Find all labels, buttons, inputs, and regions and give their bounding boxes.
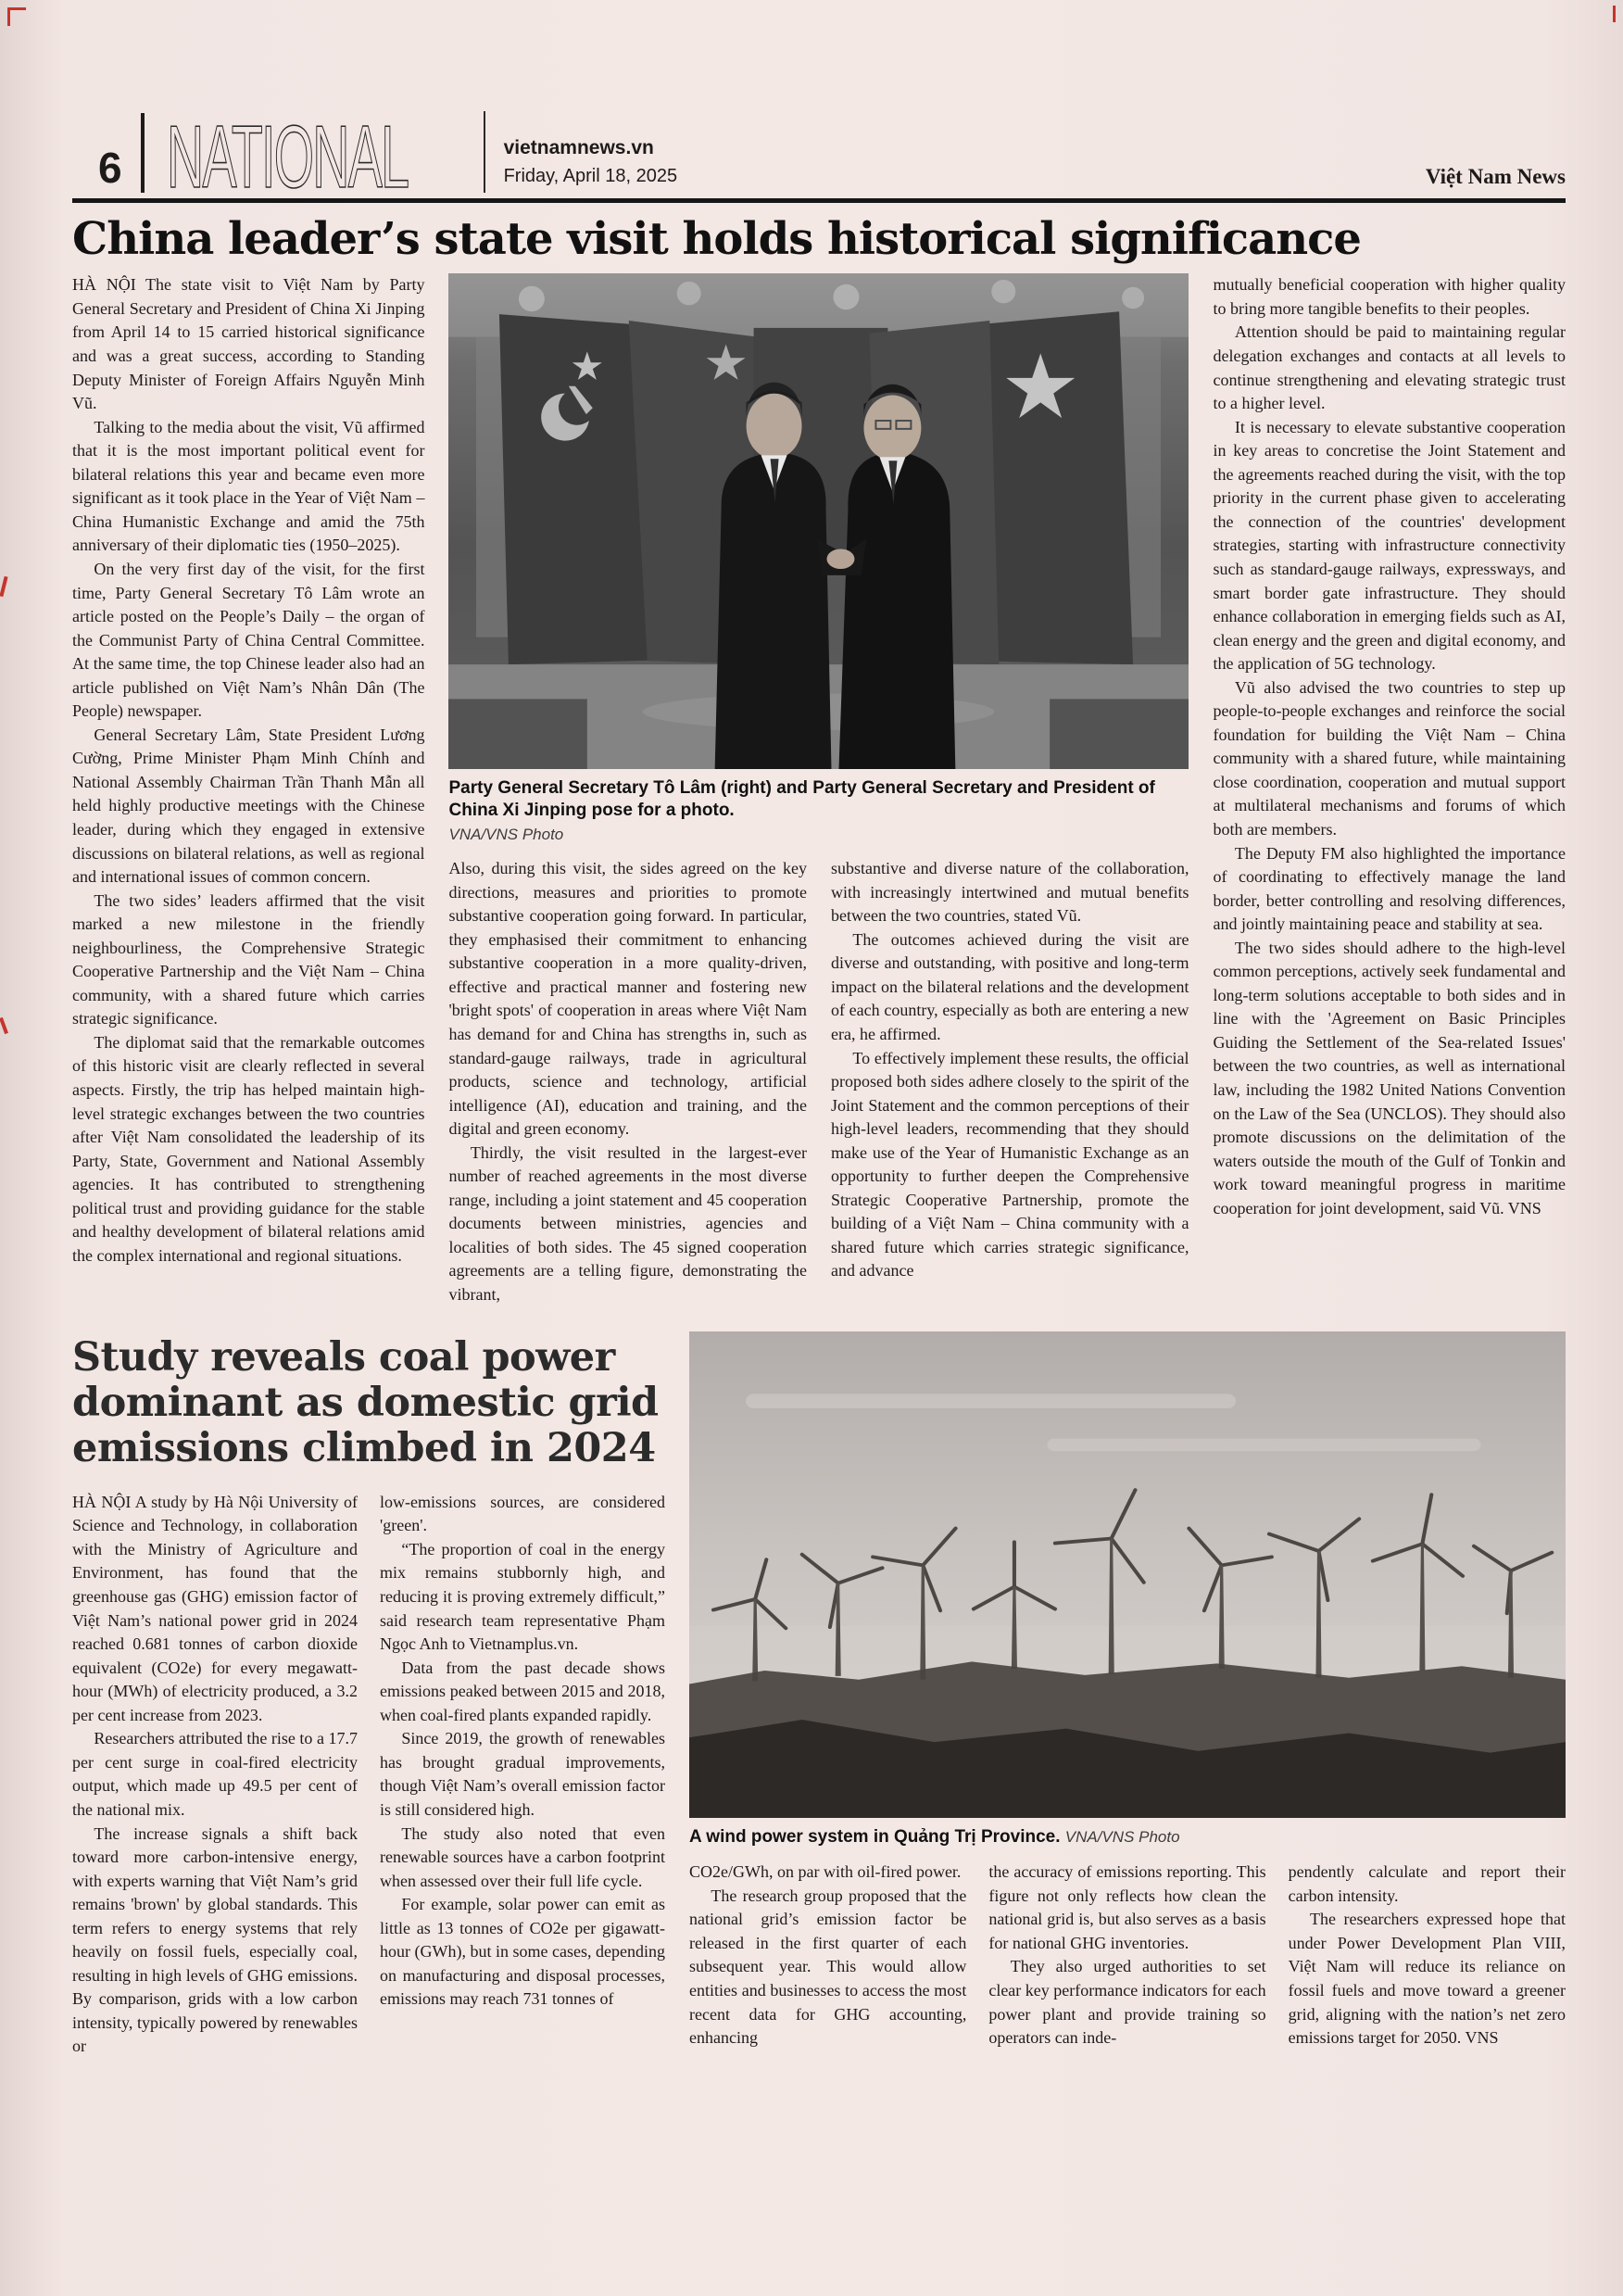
paragraph: General Secretary Lâm, State President Lương Cường, Prime Minister Phạm Minh Chính and National Assembly Chairman Trần Thanh Mẫn all held highly productive meetings with the Chinese leader, during which they engaged in extensive discussions on bilateral relations, as well as regional and international issues of common concern.	[72, 725, 425, 887]
wind-photo-caption	[689, 1826, 1566, 1848]
section-title-text: NATIONAL	[166, 113, 408, 198]
photo-credit: VNA/VNS Photo	[1064, 1827, 1180, 1846]
article2-column-3	[689, 1861, 966, 2050]
wind-photo-figure	[689, 1331, 1566, 1848]
paragraph: “The proportion of coal in the energy mix remains stubbornly high, and reducing it is proving extremely difficult,” said research team representative Phạm Ngọc Anh to Vietnamplus.vn.	[380, 1539, 665, 1654]
registration-mark	[0, 576, 8, 597]
paragraph: They also urged authorities to set clear key performance indicators for each power plant and provide training so operators can inde-	[988, 1957, 1266, 2048]
photo-credit: VNA/VNS Photo	[448, 825, 564, 843]
section-header	[72, 104, 1566, 198]
paragraph: substantive and diverse nature of the collaboration, with increasingly intertwined and mutual benefits between the two countries, stated Vũ.	[830, 859, 1189, 926]
article1-middle-columns	[448, 857, 1189, 1306]
paragraph: Researchers attributed the rise to a 17.7 per cent surge in coal-fired electricity output, which made up 49.5 per cent of the national mix.	[72, 1729, 358, 1819]
registration-mark	[0, 1017, 8, 1034]
article2-column-2	[380, 1491, 665, 2059]
article2	[72, 1331, 1566, 2059]
paragraph: The diplomat said that the remarkable outcomes of this historic visit are clearly reflected in several aspects. Firstly, the trip has helped maintain high-level strategic exchanges between the two countries after Việt Nam consolidated the leadership of its Party, State, Government and National Assembly agencies. It has contributed to strengthening political trust and providing guidance for the stable and healthy development of bilateral relations amid the complex international and regional situations.	[72, 1032, 425, 1265]
leaders-handshake-photo	[448, 273, 1189, 769]
article2-right-columns	[689, 1861, 1566, 2050]
paragraph: HÀ NỘI The state visit to Việt Nam by Party General Secretary and President of China Xi Jinping from April 14 to 15 carried historical significance and was a great success, according to Standing Deputy Minister of Foreign Affairs Nguyễn Minh Vũ.	[72, 275, 425, 413]
leaders-photo-caption	[448, 777, 1189, 844]
caption-text: A wind power system in Quảng Trị Province.	[689, 1826, 1061, 1847]
paragraph: The increase signals a shift back toward more carbon-intensive energy, with experts warning that Việt Nam’s grid remains 'brown' by global standards. This term refers to energy systems that rely heavily on fossil fuels, especially coal, resulting in high levels of GHG emissions. By comparison, grids with a low carbon intensity, typically powered by renewables or	[72, 1823, 358, 2056]
article2-column-4	[988, 1861, 1265, 2050]
issue-date: Friday, April 18, 2025	[503, 166, 678, 186]
paragraph: It is necessary to elevate substantive cooperation in key areas to concretise the Joint Statement and the agreements reached during the visit, with the top priority in the current phase given to accelerating the connection of the countries' development strategies, starting with infrastructure connectivity such as standard-gauge railways, expressways, and smart border gate infrastructure. They should enhance collaboration in emerging fields such as AI, clean energy and the green and digital economy, and the application of 5G technology.	[1213, 417, 1566, 674]
paragraph: The study also noted that even renewable sources have a carbon footprint when assessed over their full life cycle.	[380, 1823, 665, 1890]
registration-mark	[7, 7, 26, 10]
article2-column-1	[72, 1491, 358, 2059]
article1-column-4	[1214, 273, 1566, 1306]
registration-mark	[1613, 6, 1616, 22]
article2-right	[689, 1331, 1566, 2059]
paragraph: pendently calculate and report their carbon intensity.	[1288, 1862, 1566, 1905]
wind-turbines-photo	[689, 1331, 1566, 1818]
section-title	[165, 113, 471, 198]
article1-middle	[448, 273, 1189, 1306]
article1-column-2	[448, 857, 807, 1306]
paragraph: To effectively implement these results, the official proposed both sides adhere closely to the spirit of the Joint Statement and the common perceptions of their high-level leaders, recommending that they should make use of the Year of Humanistic Exchange as an opportunity to further deepen the Comprehensive Strategic Cooperative Partnership, promote the building of a Việt Nam – China community with a shared future which carries strategic significance, and advance	[830, 1048, 1189, 1280]
paragraph: On the very first day of the visit, for the first time, Party General Secretary Tô Lâm wrote an article posted on the People’s Daily – the organ of the Communist Party of China Central Committee. At the same time, the top Chinese leader also had an article published on Việt Nam’s Nhân Dân (The People) newspaper.	[72, 559, 425, 721]
paragraph: HÀ NỘI A study by Hà Nội University of Science and Technology, in collaboration with the Ministry of Agriculture and Environment, has found that the greenhouse gas (GHG) emission factor of Việt Nam’s national power grid in 2024 reached 0.681 tonnes of carbon dioxide equivalent (CO2e) for every megawatt-hour (MWh) of electricity produced, a 3.2 per cent increase from 2023.	[72, 1492, 358, 1724]
registration-mark	[7, 7, 10, 26]
paragraph: Also, during this visit, the sides agreed on the key directions, measures and priorities to promote substantive cooperation going forward. In particular, they emphasised their commitment to enhancing substantive cooperation in a more quality-driven, effective and practical manner and fostering new 'bright spots' of cooperation in areas where Việt Nam has demand for and China has strengths in, such as standard-gauge railways, trade in agricultural products, science and technology, artificial intelligence (AI), education and training, and the digital and green economy.	[448, 859, 807, 1139]
paragraph: the accuracy of emissions reporting. This figure not only reflects how clean the national grid is, but also serves as a basis for national GHG inventories.	[988, 1862, 1266, 1952]
paragraph: Talking to the media about the visit, Vũ affirmed that it is the most important political event for bilateral relations this year and became even more significant as it took place in the Year of Việt Nam – China Humanistic Exchange and amid the 75th anniversary of their diplomatic ties (1950–2025).	[72, 417, 425, 555]
paragraph: The outcomes achieved during the visit are diverse and outstanding, with positive and long-term impact on the bilateral relations and the development of each country, especially as both are entering a new era, he affirmed.	[830, 929, 1189, 1043]
paragraph: The research group proposed that the national grid’s emission factor be released in the first quarter of each subsequent year. This would allow entities and businesses to access the most recent data for GHG accounting, enhancing	[689, 1886, 967, 2048]
article2-left-columns	[72, 1491, 665, 2059]
paragraph: For example, solar power can emit as little as 13 tonnes of CO2e per gigawatt-hour (GWh), but in some cases, depending on manufacturing and disposal processes, emissions may reach 731 tonnes of	[380, 1895, 665, 2009]
leaders-photo-figure	[448, 273, 1189, 844]
paragraph: Thirdly, the visit resulted in the largest-ever number of reached agreements in the most diverse range, including a joint statement and 45 cooperation documents between ministries, agencies and localities of both sides. The 45 signed cooperation agreements are a telling figure, demonstrating the vibrant,	[448, 1142, 807, 1304]
article2-headline: Study reveals coal power dominant as domestic grid emissions climbed in 2024	[72, 1333, 659, 1472]
paragraph: Attention should be paid to maintaining regular delegation exchanges and contacts at all levels to continue strengthening and elevating strategic trust to a higher level.	[1213, 322, 1566, 413]
paragraph: The Deputy FM also highlighted the importance of coordinating to effectively manage the land border, better controlling and resolving differences, and jointly maintaining peace and stability at sea.	[1213, 843, 1566, 934]
paragraph: Vũ also advised the two countries to step up people-to-people exchanges and reinforce the social foundation for building the Việt Nam – China community with a shared future, while maintaining close coordination, cooperation and mutual support at multilateral mechanisms and forums of which both are members.	[1213, 677, 1566, 839]
paragraph: Data from the past decade shows emissions peaked between 2015 and 2018, when coal-fired plants expanded rapidly.	[380, 1658, 665, 1724]
article1-body	[72, 273, 1566, 1306]
paragraph: CO2e/GWh, on par with oil-fired power.	[689, 1862, 962, 1882]
header-divider	[484, 111, 485, 193]
site-date-block	[504, 137, 678, 193]
article2-left	[72, 1331, 665, 2059]
article1-column-1	[72, 273, 424, 1306]
paragraph: Since 2019, the growth of renewables has brought gradual improvements, though Việt Nam’s overall emission factor is still considered high.	[380, 1729, 665, 1819]
site-url: vietnamnews.vn	[503, 137, 654, 158]
article2-column-5	[1289, 1861, 1566, 2050]
paragraph: The two sides’ leaders affirmed that the visit marked a new milestone in the friendly neighbourliness, the Comprehensive Strategic Cooperative Partnership and the Việt Nam – China community, with a shared future which carries strategic significance.	[72, 890, 425, 1028]
paragraph: The researchers expressed hope that under Power Development Plan VIII, Việt Nam will reduce its reliance on fossil fuels and move toward a greener grid, aligning with the nation’s net zero emissions target for 2050. VNS	[1288, 1910, 1566, 2048]
masthead: Việt Nam News	[1425, 165, 1566, 188]
article1-column-3	[831, 857, 1189, 1306]
header-rule	[72, 198, 1566, 203]
paragraph: mutually beneficial cooperation with higher quality to bring more tangible benefits to their peoples.	[1213, 275, 1566, 318]
paragraph: The two sides should adhere to the high-level common perceptions, actively seek fundamental and long-term solutions acceptable to both sides and in line with the 'Agreement on Basic Principles Guiding the Settlement of the Sea-related Issues' between the two countries, as well as international law, including the 1982 United Nations Convention on the Law of the Sea (UNCLOS). They should also promote discussions on the delimitation of the waters outside the mouth of the Gulf of Tonkin and work toward meaningful progress in maritime cooperation for joint development, said Vũ. VNS	[1213, 938, 1566, 1217]
page-number: 6	[98, 144, 122, 192]
header-divider	[141, 113, 145, 193]
caption-text: Party General Secretary Tô Lâm (right) and Party General Secretary and President of China Xi Jinping pose for a photo.	[448, 778, 1155, 821]
article1-headline: China leader’s state visit holds historical significance	[72, 213, 1361, 265]
paragraph: low-emissions sources, are considered 'green'.	[380, 1492, 665, 1535]
